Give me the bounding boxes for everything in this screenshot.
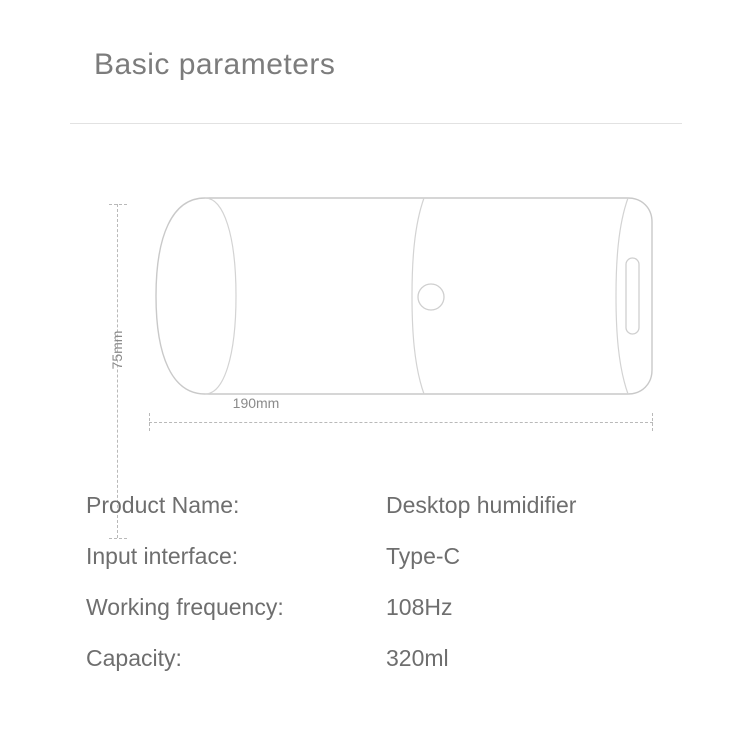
width-dimension-cap-left [149,413,150,431]
title-divider [70,123,682,124]
spec-label: Input interface: [86,543,239,569]
spec-value: Desktop humidifier [386,492,577,518]
width-dimension-line [145,408,657,436]
spec-label: Working frequency: [86,594,284,620]
spec-value: Type-C [386,543,461,569]
spec-label: Capacity: [86,645,182,671]
spec-row [86,645,686,696]
product-diagram [0,150,750,480]
spec-label: Product Name: [86,492,240,518]
width-dimension-cap-right [652,413,653,431]
width-dimension-shaft [149,422,653,423]
spec-value: 320ml [386,645,449,671]
page-title: Basic parameters [94,48,336,81]
spec-row [86,594,686,645]
width-dimension-label: 190mm [186,395,326,411]
height-dimension-label: 75mm [109,330,125,370]
humidifier-illustration [150,196,660,396]
spec-row [86,492,686,543]
spec-list [86,492,686,696]
height-dimension-cap-top [109,204,127,205]
spec-row [86,543,686,594]
spec-value: 108Hz [386,594,453,620]
